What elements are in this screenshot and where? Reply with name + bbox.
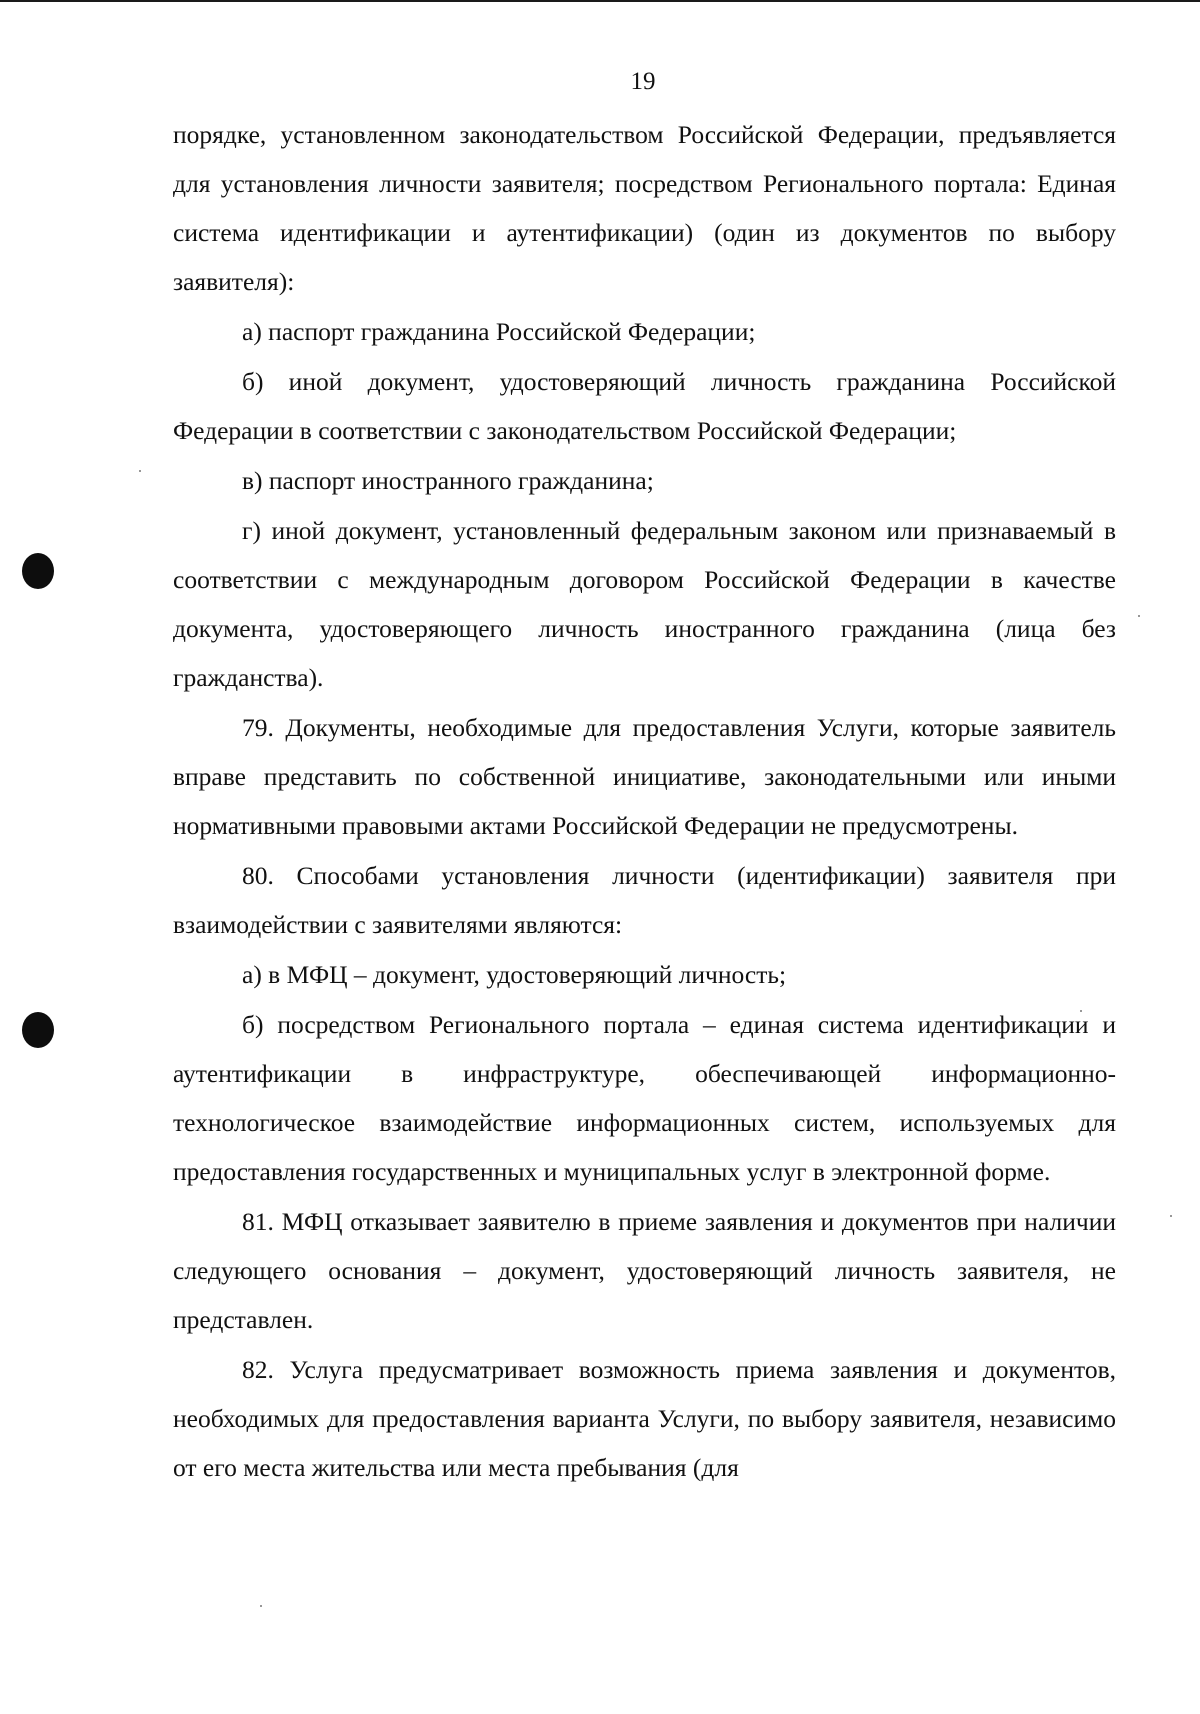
clause-79: 79. Документы, необходимые для предоставления Услуги, которые заявитель вправе представить по собственной инициативе, законодательными или иными нормативными правовыми актами Российской Федерации не предусмотрены. (173, 713, 1116, 840)
clause-81: 81. МФЦ отказывает заявителю в приеме заявления и документов при наличии следующего основания – документ, удостоверяющий личность заявителя, не представлен. (173, 1207, 1116, 1334)
scan-speck (1138, 615, 1140, 617)
list-item-g: г) иной документ, установленный федеральным законом или признаваемый в соответствии с международным договором Российской Федерации в качестве документа, удостоверяющего личность иностранного гражданина (лица без гражданства). (173, 516, 1116, 692)
punch-hole-mark (22, 553, 54, 589)
clause-80-item-a: а) в МФЦ – документ, удостоверяющий личность; (242, 960, 787, 989)
list-item-b: б) иной документ, удостоверяющий личность гражданина Российской Федерации в соответствии с законодательством Российской Федерации; (173, 367, 1116, 445)
list-item-v: в) паспорт иностранного гражданина; (242, 466, 654, 495)
clause-80-item-b: б) посредством Регионального портала – единая система идентификации и аутентификации в инфраструктуре, обеспечивающей информационно-технологическое взаимодействие информационных систем, используемых для предоставления государственных и муниципальных услуг в электронной форме. (173, 1010, 1116, 1186)
list-item-a: а) паспорт гражданина Российской Федерации; (242, 317, 756, 346)
clause-82: 82. Услуга предусматривает возможность приема заявления и документов, необходимых для предоставления варианта Услуги, по выбору заявителя, независимо от его места жительства или места пребывания (для (173, 1355, 1116, 1482)
scan-speck (1170, 1215, 1172, 1217)
page-number: 19 (630, 68, 656, 95)
scan-speck (260, 1605, 262, 1607)
punch-hole-mark (22, 1012, 54, 1048)
scan-top-border (0, 0, 1200, 2)
paragraph-continuation: порядке, установленном законодательством Российской Федерации, предъявляется для установления личности заявителя; посредством Регионального портала: Единая система идентификации и аутентификации) (один из документов по выбору заявителя): (173, 120, 1116, 296)
scan-speck (139, 470, 141, 472)
clause-80: 80. Способами установления личности (идентификации) заявителя при взаимодействии с заявителями являются: (173, 861, 1116, 939)
document-body (173, 110, 1116, 1492)
